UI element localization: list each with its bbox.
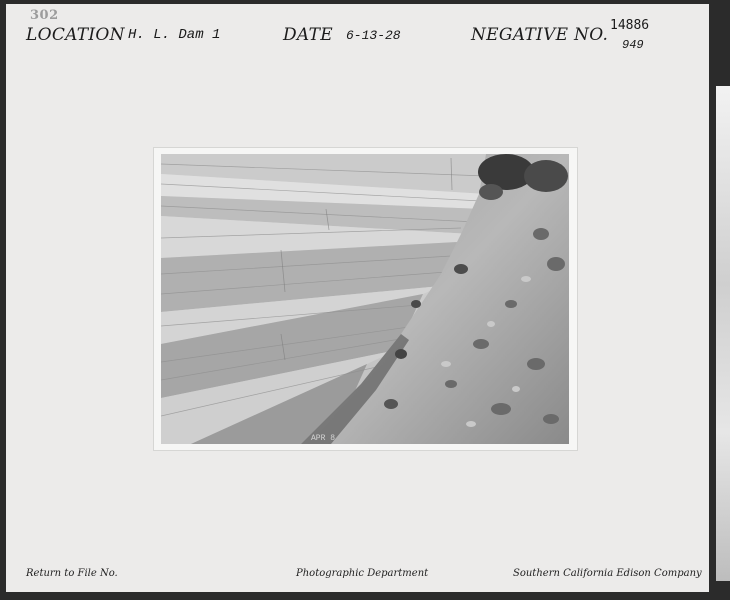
dam-photo-illustration [161,154,569,444]
company-label: Southern California Edison Company [513,568,702,579]
date-label: DATE [283,25,333,45]
negative-label: NEGATIVE NO. [471,25,609,45]
location-label: LOCATION [26,25,125,45]
photo-mount [154,148,577,450]
photo-scrawl: APR 8 [311,434,336,443]
dam-photograph [161,154,569,444]
location-value: H. L. Dam 1 [128,27,221,43]
file-number-stamp: 302 [30,8,59,23]
return-to-file-label: Return to File No. [26,568,118,579]
negative-value: 14886 [610,18,650,33]
negative-subvalue: 949 [622,38,644,52]
date-value: 6-13-28 [346,28,401,43]
archive-card [6,4,709,592]
department-label: Photographic Department [296,568,429,579]
edge-strip [716,86,730,581]
